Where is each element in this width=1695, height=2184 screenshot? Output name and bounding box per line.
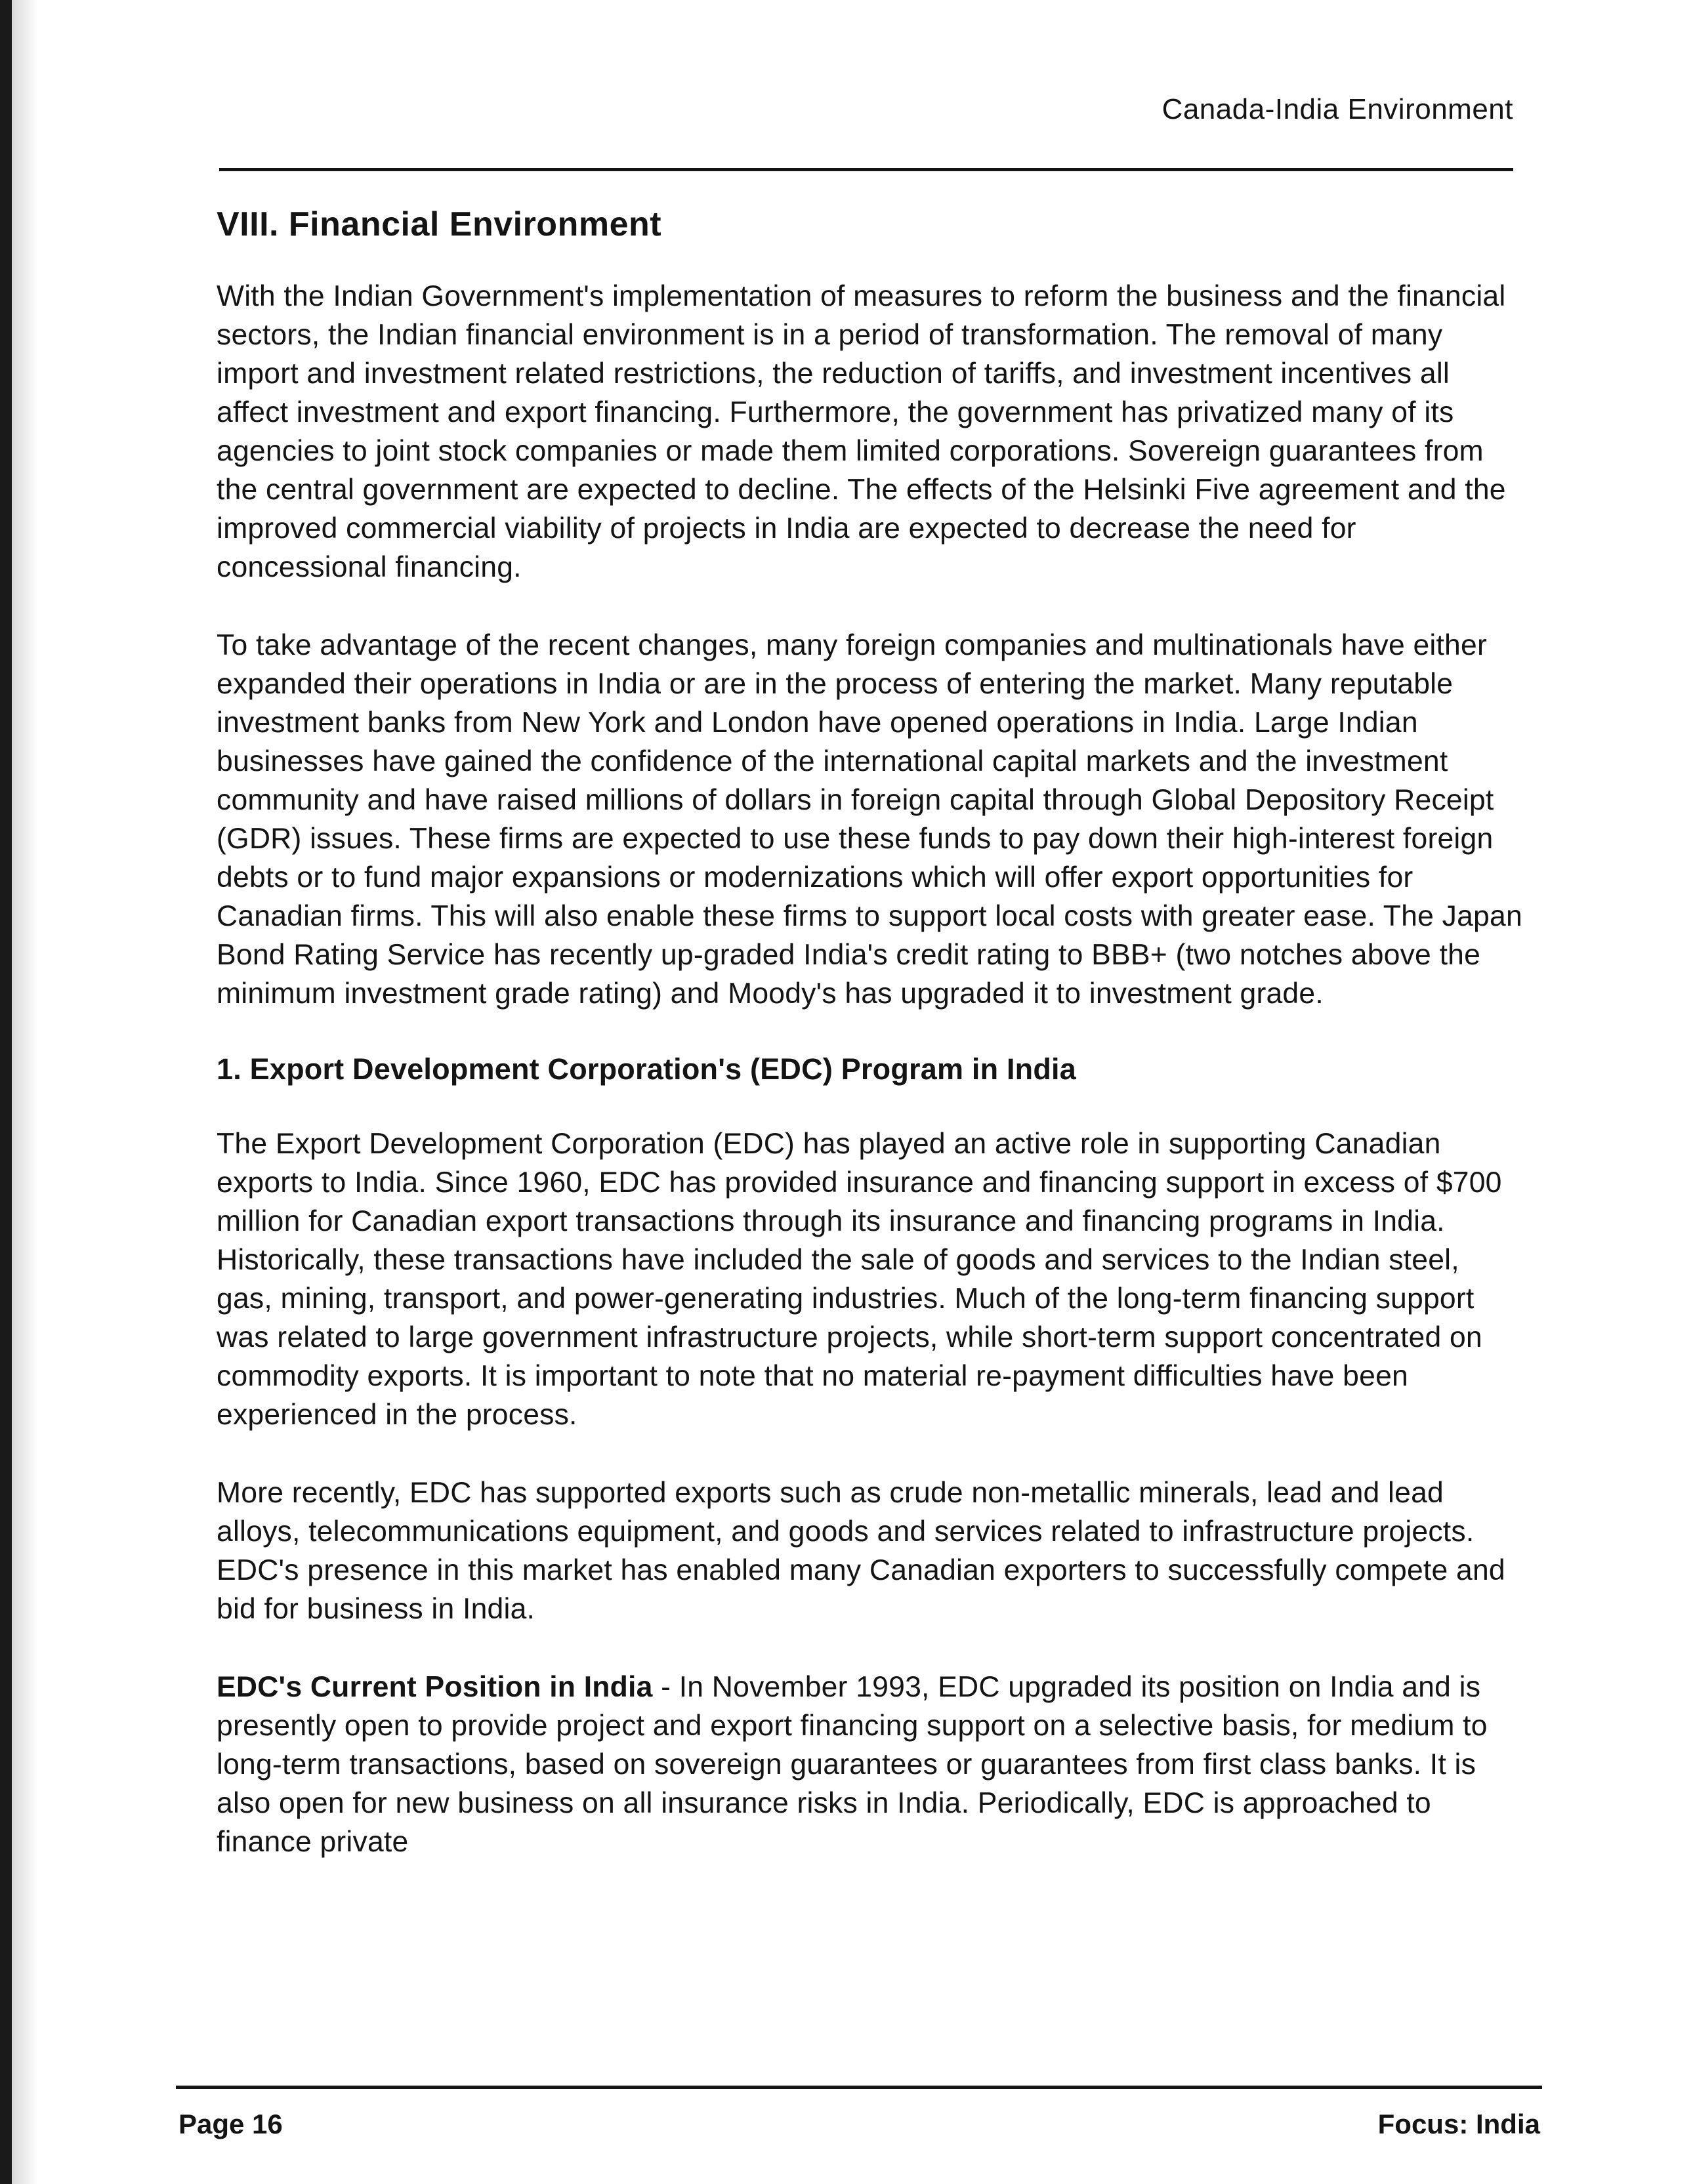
paragraph-edc-position-body: - In November 1993, EDC upgraded its position on India and is presently open to provide project and export financing support on a selective basis, for medium to long-term transactions, based on sovereign guarantees or guarantees from first class banks. It is also open for new business on all insurance risks in India. Periodically, EDC is approached to finance private (217, 1671, 1488, 1858)
scan-edge (0, 0, 12, 2184)
header-rule (219, 168, 1513, 171)
scan-edge-shadow (12, 0, 38, 2184)
running-header: Canada-India Environment (1161, 93, 1513, 125)
paragraph-edc-role: The Export Development Corporation (EDC) has played an active role in supporting Canadian exports to India. Since 1960, EDC has provided insurance and financing support in excess of $700 million for Canadian export transactions through its insurance and financing programs in India. Historically, these transactions have included the sale of goods and services to the Indian steel, gas, mining, transport, and power-generating industries. Much of the long-term financing support was related to large government infrastructure projects, while short-term support concentrated on commodity exports. It is important to note that no material re-payment difficulties have been experienced in the process. (217, 1128, 1502, 1431)
page-number: Page 16 (178, 2109, 283, 2139)
subsection-title: 1. Export Development Corporation's (EDC) Program in India (217, 1052, 1076, 1086)
paragraph-edc-recent: More recently, EDC has supported exports such as crude non-metallic minerals, lead and lead alloys, telecommunications equipment, and goods and services related to infrastructure projects. EDC's presence in this market has enabled many Canadian exporters to successfully compete and bid for business in India. (217, 1477, 1505, 1625)
footer-rule (176, 2086, 1542, 2089)
footer-focus: Focus: India (1377, 2109, 1540, 2139)
paragraph-foreign-companies: To take advantage of the recent changes, many foreign companies and multinationals have either expanded their operations in India or are in the process of entering the market. Many reputable investment banks from New York and London have opened operations in India. Large Indian businesses have gained the confidence of the international capital markets and the investment community and have raised millions of dollars in foreign capital through Global Depository Receipt (GDR) issues. These firms are expected to use these funds to pay down their high-interest foreign debts or to fund major expansions or modernizations which will offer export opportunities for Canadian firms. This will also enable these firms to support local costs with greater ease. The Japan Bond Rating Service has recently up-graded India's credit rating to BBB+ (two notches above the minimum investment grade rating) and Moody's has upgraded it to investment grade. (217, 629, 1522, 1010)
paragraph-lead-in: EDC's Current Position in India (217, 1671, 653, 1703)
section-title: VIII. Financial Environment (217, 205, 662, 243)
paragraph-edc-position (217, 1668, 1522, 1861)
paragraph-financial-reform: With the Indian Government's implementation of measures to reform the business and the financial sectors, the Indian financial environment is in a period of transformation. The removal of many import and investment related restrictions, the reduction of tariffs, and investment incentives all affect investment and export financing. Furthermore, the government has privatized many of its agencies to joint stock companies or made them limited corporations. Sovereign guarantees from the central government are expected to decline. The effects of the Helsinki Five agreement and the improved commercial viability of projects in India are expected to decrease the need for concessional financing. (217, 280, 1506, 583)
page-body (217, 197, 1522, 1901)
